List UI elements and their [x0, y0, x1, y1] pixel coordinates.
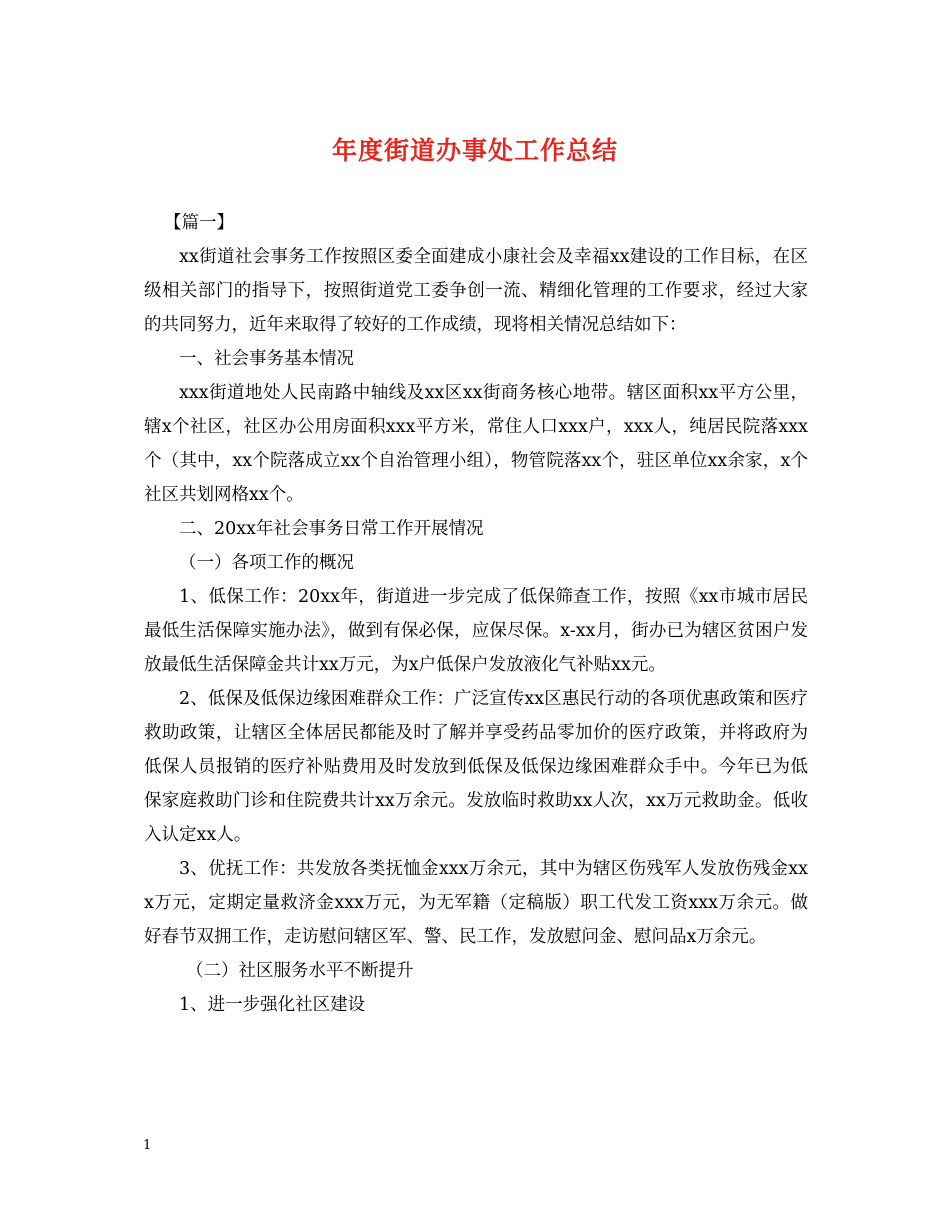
heading-2: 二、20xx年社会事务日常工作开展情况 — [179, 519, 484, 539]
item-pension-paragraph: 3、优抚工作：共发放各类抚恤金xxx万余元，其中为辖区伤残军人发放伤残金xxx万元，定期定量救济金xxx万元，为无军籍（定稿版）职工代发工资xxx万余元。做好春节双拥工作，走访慰问辖区军、警、民工作，发放慰问金、慰问品x万余元。 — [144, 859, 808, 947]
document-body — [144, 206, 808, 1022]
intro-paragraph: xx街道社会事务工作按照区委全面建成小康社会及幸福xx建设的工作目标，在区级相关部门的指导下，按照街道党工委争创一流、精细化管理的工作要求，经过大家的共同努力，近年来取得了较好的工作成绩，现将相关情况总结如下： — [144, 247, 808, 335]
heading-1: 一、社会事务基本情况 — [179, 349, 354, 369]
item-community-heading: 1、进一步强化社区建设 — [179, 995, 366, 1015]
subheading-2: （二）社区服务水平不断提升 — [186, 961, 414, 981]
section-label: 【篇一】 — [164, 213, 234, 233]
item-marginal-paragraph: 2、低保及低保边缘困难群众工作：广泛宣传xx区惠民行动的各项优惠政策和医疗救助政策，让辖区全体居民都能及时了解并享受药品零加价的医疗政策，并将政府为低保人员报销的医疗补贴费用及时发放到低保及低保边缘困难群众手中。今年已为低保家庭救助门诊和住院费共计xx万余元。发放临时救助xx人次，xx万元救助金。低收入认定xx人。 — [144, 689, 808, 845]
page-number: 1 — [143, 1138, 152, 1153]
basic-info-paragraph: xxx街道地处人民南路中轴线及xx区xx街商务核心地带。辖区面积xx平方公里，辖x个社区，社区办公用房面积xxx平方米，常住人口xxx户，xxx人，纯居民院落xxx个（其中，xx个院落成立xx个自治管理小组），物管院落xx个，驻区单位xx余家，x个社区共划网格xx个。 — [144, 383, 808, 505]
subheading-1: （一）各项工作的概况 — [179, 553, 354, 573]
item-low-income-paragraph: 1、低保工作：20xx年，街道进一步完成了低保筛查工作，按照《xx市城市居民最低生活保障实施办法》，做到有保必保，应保尽保。x-xx月，街办已为辖区贫困户发放最低生活保障金共计xx万元，为x户低保户发放液化气补贴xx元。 — [144, 587, 808, 675]
document-title: 年度街道办事处工作总结 — [331, 136, 618, 165]
